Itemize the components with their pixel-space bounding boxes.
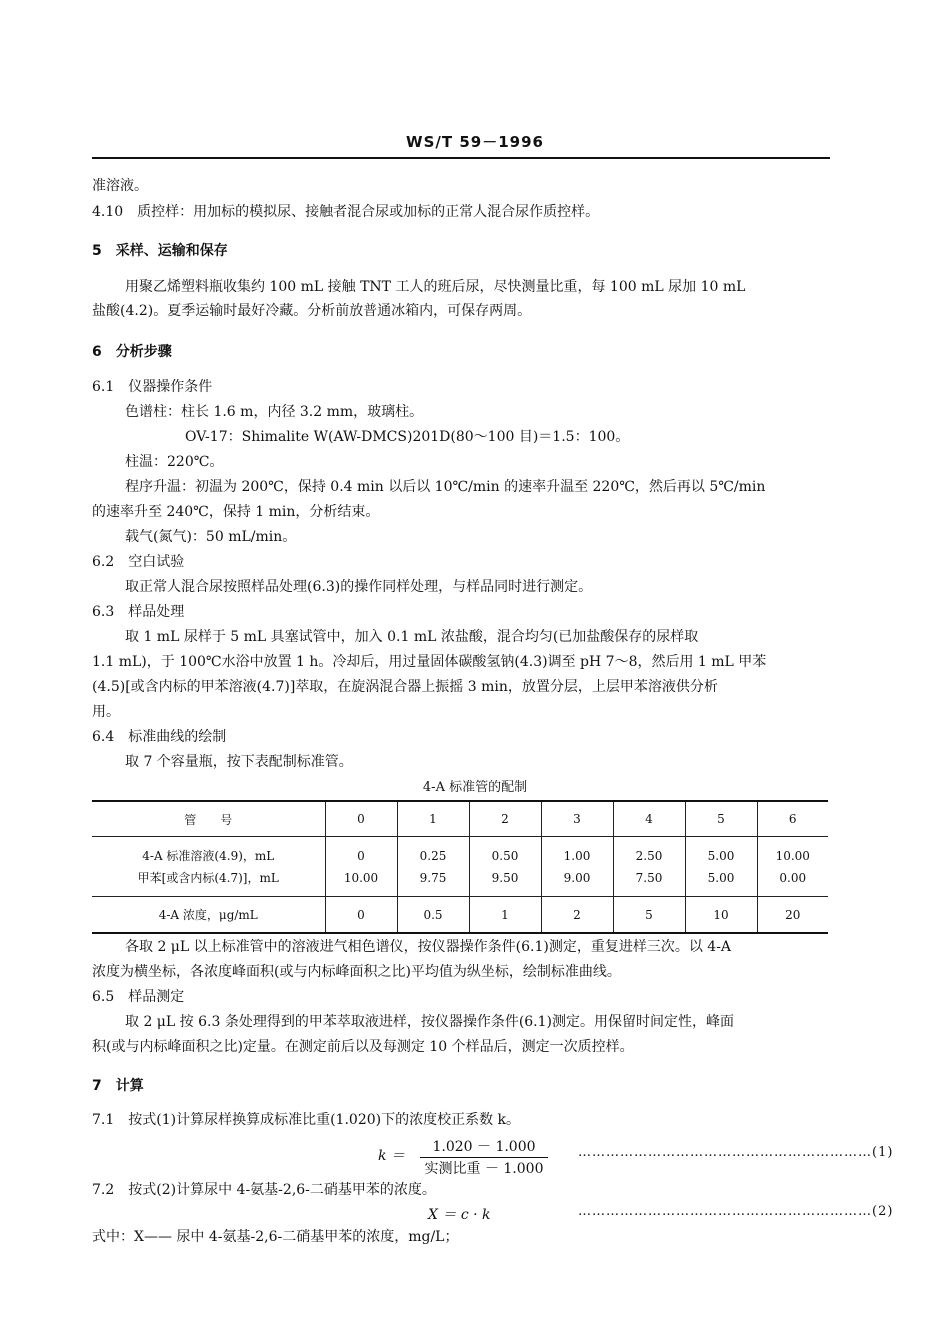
clause-4-10: 4.10 质控样：用加标的模拟尿、接触者混合尿或加标的正常人混合尿作质控样。 [92, 204, 600, 220]
cell-value: 10.00 [343, 870, 379, 885]
header-rule [92, 157, 830, 159]
formula-2-leader [578, 1204, 894, 1219]
clause-6-2-title: 6.2 空白试验 [92, 554, 185, 570]
document-header: WS/T 59－1996 [406, 133, 544, 151]
cell-value: 1.00 [563, 848, 591, 863]
section-7-title: 7 计算 [92, 1078, 144, 1094]
concentration-value: 0 [325, 897, 397, 934]
table-cell [685, 837, 757, 897]
paragraph-line: 1.1 mL)，于 100℃水浴中放置 1 h。冷却后，用过量固体碳酸氢钠(4.3)调至 pH 7～8，然后用 1 mL 甲苯 [92, 654, 767, 670]
cell-value: 0.50 [491, 848, 519, 863]
table-row [92, 837, 828, 897]
formula-1-number: (1) [872, 1145, 894, 1160]
text-line: 准溶液。 [92, 178, 148, 194]
paragraph-line: 程序升温：初温为 200℃，保持 0.4 min 以后以 10℃/min 的速率升温至 220℃，然后再以 5℃/min [125, 479, 766, 495]
cell-value: 9.75 [419, 870, 447, 885]
table-cell [541, 837, 613, 897]
tube-number: 1 [397, 801, 469, 837]
table-header-row [92, 801, 828, 837]
clause-6-5-title: 6.5 样品测定 [92, 989, 185, 1005]
table-cell [325, 837, 397, 897]
section-5-title: 5 采样、运输和保存 [92, 243, 228, 259]
table-cell [469, 837, 541, 897]
paragraph-line: 各取 2 μL 以上标准管中的溶液进气相色谱仪，按仪器操作条件(6.1)测定，重复进样三次。以 4-A [125, 939, 732, 955]
table-caption: 4-A 标准管的配制 [422, 780, 528, 795]
paragraph-line: 色谱柱：柱长 1.6 m，内径 3.2 mm，玻璃柱。 [125, 404, 424, 420]
table-row [92, 897, 828, 934]
concentration-value: 0.5 [397, 897, 469, 934]
cell-value: 9.00 [563, 870, 591, 885]
paragraph-line: 载气(氮气)：50 mL/min。 [125, 529, 297, 545]
tube-number: 2 [469, 801, 541, 837]
paragraph-line: 用聚乙烯塑料瓶收集约 100 mL 接触 TNT 工人的班后尿，尽快测量比重，每 100 mL 尿加 10 mL [125, 279, 746, 295]
standard-tube-table [92, 800, 828, 934]
toluene-label: 甲苯[或含内标(4.7)]，mL [137, 870, 279, 885]
concentration-value: 10 [685, 897, 757, 934]
cell-value: 10.00 [775, 848, 810, 863]
formula-2-number: (2) [872, 1204, 894, 1219]
tube-number: 4 [613, 801, 685, 837]
formula-2: X ＝ c · k [428, 1207, 491, 1223]
paragraph-line: 柱温：220℃。 [125, 454, 224, 470]
tube-number: 6 [757, 801, 828, 837]
cell-value: 0.00 [779, 870, 807, 885]
formula-1-fraction [420, 1136, 548, 1178]
table-cell [613, 837, 685, 897]
concentration-value: 5 [613, 897, 685, 934]
concentration-value: 1 [469, 897, 541, 934]
cell-value: 0.25 [419, 848, 447, 863]
clause-7-1: 7.1 按式(1)计算尿样换算成标准比重(1.020)下的浓度校正系数 k。 [92, 1112, 521, 1128]
table-cell [757, 837, 828, 897]
cell-value: 5.00 [707, 848, 735, 863]
table-cell [397, 837, 469, 897]
where-clause: 式中：X—— 尿中 4-氨基-2,6-二硝基甲苯的浓度，mg/L； [92, 1229, 459, 1245]
paragraph-line: (4.5)[或含内标的甲苯溶液(4.7)]萃取，在旋涡混合器上振摇 3 min，放置分层，上层甲苯溶液供分析 [92, 679, 718, 695]
leader-dots: ……………………………………………………… [578, 1145, 872, 1160]
clause-6-1-title: 6.1 仪器操作条件 [92, 379, 213, 395]
tube-number: 3 [541, 801, 613, 837]
leader-dots: ……………………………………………………… [578, 1204, 872, 1219]
paragraph-line: 盐酸(4.2)。夏季运输时最好冷藏。分析前放普通冰箱内，可保存两周。 [92, 303, 532, 319]
paragraph-line: 取 7 个容量瓶，按下表配制标准管。 [125, 754, 353, 770]
tube-number: 5 [685, 801, 757, 837]
paragraph-line: 的速率升至 240℃，保持 1 min，分析结束。 [92, 504, 380, 520]
paragraph-line: 积(或与内标峰面积之比)定量。在测定前后以及每测定 10 个样品后，测定一次质控样。 [92, 1039, 634, 1055]
paragraph-line: OV-17：Shimalite W(AW-DMCS)201D(80～100 目)＝1.5：100。 [185, 429, 630, 445]
formula-1-numerator: 1.020 － 1.000 [420, 1136, 548, 1158]
paragraph-line: 用。 [92, 704, 120, 720]
concentration-value: 20 [757, 897, 828, 934]
formula-1-lhs: k ＝ [378, 1148, 405, 1164]
cell-value: 5.00 [707, 870, 735, 885]
formula-1-leader [578, 1145, 894, 1160]
section-6-title: 6 分析步骤 [92, 344, 172, 360]
standard-solution-label: 4-A 标准溶液(4.9)，mL [142, 848, 275, 863]
formula-1-denominator: 实测比重 － 1.000 [424, 1161, 544, 1177]
cell-value: 9.50 [491, 870, 519, 885]
paragraph-line: 取正常人混合尿按照样品处理(6.3)的操作同样处理，与样品同时进行测定。 [125, 579, 593, 595]
row-label [92, 837, 325, 897]
paragraph-line: 取 1 mL 尿样于 5 mL 具塞试管中，加入 0.1 mL 浓盐酸，混合均匀(已加盐酸保存的尿样取 [125, 629, 699, 645]
tube-number-header: 管 号 [92, 801, 325, 837]
paragraph-line: 取 2 μL 按 6.3 条处理得到的甲苯萃取液进样，按仪器操作条件(6.1)测定。用保留时间定性，峰面 [125, 1014, 735, 1030]
clause-6-3-title: 6.3 样品处理 [92, 604, 185, 620]
cell-value: 0 [357, 848, 365, 863]
clause-7-2: 7.2 按式(2)计算尿中 4-氨基-2,6-二硝基甲苯的浓度。 [92, 1182, 436, 1198]
cell-value: 7.50 [635, 870, 663, 885]
clause-6-4-title: 6.4 标准曲线的绘制 [92, 729, 227, 745]
tube-number: 0 [325, 801, 397, 837]
cell-value: 2.50 [635, 848, 663, 863]
concentration-value: 2 [541, 897, 613, 934]
paragraph-line: 浓度为横坐标，各浓度峰面积(或与内标峰面积之比)平均值为纵坐标，绘制标准曲线。 [92, 964, 621, 980]
concentration-label: 4-A 浓度，μg/mL [92, 897, 325, 934]
